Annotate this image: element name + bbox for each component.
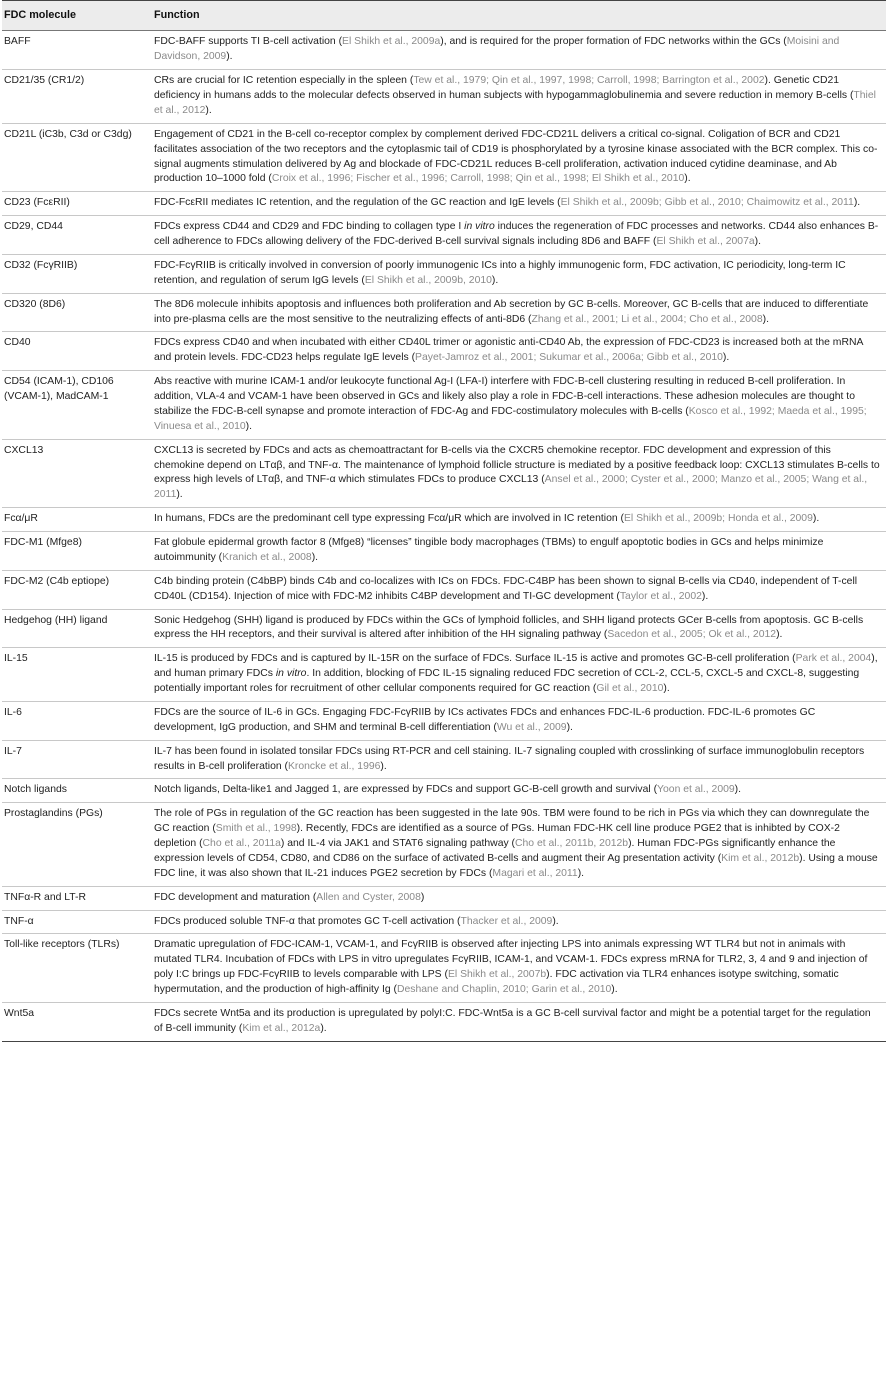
function-text: The 8D6 molecule inhibits apoptosis and influences both proliferation and Ab secretion by GC B-cells. Moreover, GC B-cells that are induced to differentiate into pre-plasma cells are the most sensitive to the neutralizing effects of anti-8D6 (	[154, 298, 869, 325]
table-row	[2, 609, 886, 648]
citation-link[interactable]: El Shikh et al., 2009b; Gibb et al., 2010; Chaimowitz et al., 2011	[560, 197, 854, 209]
table-row	[2, 332, 886, 371]
citation-link[interactable]: Wu et al., 2009	[496, 721, 567, 733]
molecule-cell: IL-15	[2, 648, 152, 702]
function-cell	[152, 293, 886, 332]
function-text: ).	[566, 721, 573, 733]
citation-link[interactable]: Sacedon et al., 2005; Ok et al., 2012	[607, 629, 777, 641]
citation-link[interactable]: Tew et al., 1979; Qin et al., 1997, 1998; Carroll, 1998; Barrington et al., 2002	[413, 75, 765, 87]
function-text: FDC development and maturation (	[154, 891, 317, 903]
citation-link[interactable]: Kosco et al., 1992; Maeda et al., 1995; Vinuesa et al., 2010	[154, 405, 867, 432]
table-row	[2, 701, 886, 740]
citation-link[interactable]: Allen and Cyster, 2008	[316, 891, 421, 903]
citation-link[interactable]: El Shikh et al., 2007b	[447, 969, 547, 981]
function-cell	[152, 216, 886, 255]
function-text: ).	[663, 683, 670, 695]
citation-link[interactable]: Kroncke et al., 1996	[287, 760, 381, 772]
molecule-cell: FDC-M2 (C4b eptiope)	[2, 570, 152, 609]
molecule-cell: CXCL13	[2, 439, 152, 508]
citation-link[interactable]: Cho et al., 2011a	[202, 838, 281, 850]
function-cell	[152, 123, 886, 192]
header-function: Function	[152, 1, 886, 31]
table-row	[2, 886, 886, 910]
italic-text: in vitro	[464, 221, 495, 233]
function-text: ).	[812, 513, 820, 525]
function-text: Notch ligands, Delta-like1 and Jagged 1, are expressed by FDCs and support GC-B-cell growth and survival (	[154, 784, 658, 796]
function-text: ).	[684, 173, 691, 185]
function-cell	[152, 532, 886, 571]
table-row	[2, 779, 886, 803]
function-text: FDCs produced soluble TNF-α that promotes GC T-cell activation (	[154, 915, 461, 927]
table-row	[2, 216, 886, 255]
molecule-cell: Toll-like receptors (TLRs)	[2, 934, 152, 1003]
function-text: CXCL13 is secreted by FDCs and acts as chemoattractant for B-cells via the CXCR5 chemokine receptor. FDC development and expression of this chemokine depend on LTαβ, and TNF-α. The maintenance of lymphoid follicle structure is mediated by a positive feedback loop: CXCL13 stimulates B-cells to express high levels of LTαβ, and TNF-α which stimulates FDCs to produce CXCL13 (	[154, 444, 880, 486]
function-cell	[152, 609, 886, 648]
table-row	[2, 254, 886, 293]
header-row	[2, 1, 886, 31]
function-text: FDCs are the source of IL-6 in GCs. Engaging FDC-FcγRIIB by ICs activates FDCs and enhances FDC-IL-6 production. FDC-IL-6 promotes GC development, IgG production, and SHM and terminal B-cell differentiation (	[154, 706, 816, 733]
function-text: ).	[577, 867, 585, 879]
citation-link[interactable]: Moisini and Davidson, 2009	[154, 36, 840, 63]
function-text: ). Human FDC-PGs significantly enhance the expression levels of CD54, CD80, and CD86 on the surface of activated B-cells and augment their Ag presentation activity (	[154, 838, 836, 864]
molecule-cell: CD320 (8D6)	[2, 293, 152, 332]
table-row	[2, 570, 886, 609]
citation-link[interactable]: Zhang et al., 2001; Li et al., 2004; Cho et al., 2008	[531, 313, 763, 325]
molecule-cell: IL-7	[2, 740, 152, 779]
table-row	[2, 123, 886, 192]
function-cell	[152, 70, 886, 124]
function-text: ), and is required for the proper formation of FDC networks within the GCs (	[440, 36, 787, 48]
citation-link[interactable]: El Shikh et al., 2009b, 2010	[364, 274, 492, 286]
function-text: The role of PGs in regulation of the GC reaction has been suggested in the late 90s. TBM were found to be rich in PGs via which they can downregulate the GC reaction (	[154, 808, 870, 835]
function-text: Sonic Hedgehog (SHH) ligand is produced by FDCs within the GCs of lymphoid follicles, and SHH ligand protects GCer B-cells from apoptosis. GC B-cells express the HH receptors, and their survival is altered after inhibition of the HH signaling pathway (	[154, 614, 864, 641]
molecule-cell: FDC-M1 (Mfge8)	[2, 532, 152, 571]
function-text: C4b binding protein (C4bBP) binds C4b and co-localizes with ICs on FDCs. FDC-C4BP has been shown to signal B-cells via CD40, independent of T-cell CD40L (CD154). Injection of mice with FDC-M2 inhibits C4BP development and TI-GC development (	[154, 575, 858, 602]
function-cell	[152, 701, 886, 740]
molecule-cell: IL-6	[2, 701, 152, 740]
citation-link[interactable]: Ansel et al., 2000; Cyster et al., 2000; Manzo et al., 2005; Wang et al., 2011	[154, 474, 868, 501]
function-text: ).	[722, 352, 730, 364]
function-text: FDCs secrete Wnt5a and its production is upregulated by polyI:C. FDC-Wnt5a is a GC B-cell survival factor and might be a potential target for the regulation of B-cell immunity (	[154, 1007, 871, 1034]
function-text: ).	[176, 489, 183, 501]
table-row	[2, 910, 886, 934]
function-cell	[152, 192, 886, 216]
citation-link[interactable]: Thiel et al., 2012	[154, 90, 876, 116]
function-text: Fat globule epidermal growth factor 8 (Mfge8) “licenses” tingible body macrophages (TBMs) to engulf apoptotic bodies in GCs and helps minimize autoimmunity (	[154, 537, 824, 563]
table-row	[2, 70, 886, 124]
function-cell	[152, 371, 886, 440]
function-cell	[152, 332, 886, 371]
molecule-cell: CD40	[2, 332, 152, 371]
molecule-cell: CD32 (FcγRIIB)	[2, 254, 152, 293]
citation-link[interactable]: Smith et al., 1998	[215, 823, 297, 835]
citation-link[interactable]: Taylor et al., 2002	[619, 590, 702, 602]
function-cell	[152, 803, 886, 886]
function-text: ).	[734, 784, 742, 796]
molecule-cell: Prostaglandins (PGs)	[2, 803, 152, 886]
function-cell	[152, 1002, 886, 1041]
function-text: ).	[853, 197, 861, 209]
table-row	[2, 803, 886, 886]
function-text: ).	[380, 760, 387, 772]
function-text: ).	[776, 629, 783, 641]
table-row	[2, 934, 886, 1003]
molecule-cell: BAFF	[2, 31, 152, 70]
function-text: ).	[701, 590, 709, 602]
function-text: FDC-FcγRIIB is critically involved in conversion of poorly immunogenic ICs into a highly immunogenic form, FDC activation, IC periodicity, long-term IC retention, and regulation of serum IgG levels (	[154, 259, 846, 286]
molecule-cell: CD21/35 (CR1/2)	[2, 70, 152, 124]
table-row	[2, 740, 886, 779]
citation-link[interactable]: Gil et al., 2010	[596, 683, 664, 695]
function-text: ). FDC activation via TLR4 enhances isotype switching, somatic hypermutation, and the production of high-affinity Ig (	[154, 969, 839, 996]
citation-link[interactable]: Cho et al., 2011b, 2012b	[515, 838, 629, 850]
citation-link[interactable]: Croix et al., 1996; Fischer et al., 1996; Carroll, 1998; Qin et al., 1998; El Shikh et al., 2010	[271, 173, 685, 185]
function-text: induces the regeneration of FDC processes and networks. CD44 also enhances B-cell adherence to FDCs allowing delivery of the FDC-derived B-cell survival signals including 8D6 and BAFF (	[154, 221, 879, 248]
function-cell	[152, 779, 886, 803]
molecule-cell: CD21L (iC3b, C3d or C3dg)	[2, 123, 152, 192]
function-text: ).	[552, 915, 559, 927]
citation-link[interactable]: El Shikh et al., 2007a	[656, 236, 755, 248]
italic-text: in vitro	[275, 668, 307, 680]
function-text: . In addition, blocking of FDC IL-15 signaling reduced FDC secretion of CCL-2, CCL-5, CXCL-5 and CXCL-8, suggesting potentially important roles for recruitment of other cellular components required for GC reaction (	[154, 668, 860, 695]
function-text: ).	[205, 104, 212, 116]
table-row	[2, 1002, 886, 1041]
table-row	[2, 532, 886, 571]
molecule-cell: TNFα-R and LT-R	[2, 886, 152, 910]
function-text: ). Using a mouse FDC line, it was also shown that IL-21 induces PGE2 secretion by FDCs (	[154, 852, 878, 879]
function-text: In humans, FDCs are the predominant cell type expressing Fcα/μR which are involved in IC retention (	[154, 513, 624, 525]
citation-link[interactable]: Park et al., 2004	[795, 653, 872, 665]
function-text: FDCs express CD44 and CD29 and FDC binding to collagen type I	[154, 221, 465, 233]
molecule-cell: TNF-α	[2, 910, 152, 934]
table-row	[2, 508, 886, 532]
function-text: ). Recently, FDCs are identified as a source of PGs. Human FDC-HK cell line produce PGE2 that is inhibted by COX-2 depletion (	[154, 823, 840, 850]
table-row	[2, 439, 886, 508]
function-cell	[152, 508, 886, 532]
molecule-cell: CD54 (ICAM-1), CD106 (VCAM-1), MadCAM-1	[2, 371, 152, 440]
citation-link[interactable]: Deshane and Chaplin, 2010; Garin et al., 2010	[396, 984, 612, 996]
function-text: ), and human primary FDCs	[154, 653, 878, 680]
table-row	[2, 648, 886, 702]
function-cell	[152, 648, 886, 702]
table-header	[2, 1, 886, 31]
function-cell	[152, 740, 886, 779]
function-text: IL-15 is produced by FDCs and is captured by IL-15R on the surface of FDCs. Surface IL-15 is active and promotes GC-B-cell proliferation (	[154, 653, 796, 665]
molecule-cell: Hedgehog (HH) ligand	[2, 609, 152, 648]
function-text: IL-7 has been found in isolated tonsilar FDCs using RT-PCR and cell staining. IL-7 signaling coupled with crosslinking of surface immunoglobulin receptors results in B-cell proliferation (	[154, 745, 865, 772]
fdc-molecule-table	[2, 0, 886, 1042]
table-row	[2, 293, 886, 332]
function-text: FDCs express CD40 and when incubated with either CD40L trimer or agonistic anti-CD40 Ab, the expression of FDC-CD23 is increased both at the mRNA and protein levels. FDC-CD23 helps regulate IgE levels (	[154, 337, 863, 364]
function-text: ).	[491, 274, 499, 286]
function-text: Abs reactive with murine ICAM-1 and/or leukocyte functional Ag-I (LFA-I) interfere with FDC-B-cell clustering resulting in reduced B-cell proliferation. In addition, VLA-4 and VCAM-1 have been observed in GCs and likely also play a role in FDC-B-cell interactions. These adhesion molecules are thought to stabilize the FDC-B-cell synapse and promote interaction of FDC-Ag and FDC-costimulatory molecules with B-cells (	[154, 376, 855, 417]
function-text: ) and IL-4 via JAK1 and STAT6 signaling pathway (	[280, 838, 516, 850]
molecule-cell: CD23 (FcεRII)	[2, 192, 152, 216]
citation-link[interactable]: El Shikh et al., 2009b; Honda et al., 2009	[623, 513, 813, 525]
function-text: CRs are crucial for IC retention especially in the spleen (	[154, 75, 414, 87]
function-text: FDC-BAFF supports TI B-cell activation (	[154, 36, 343, 48]
function-cell	[152, 910, 886, 934]
function-cell	[152, 934, 886, 1003]
function-text: ).	[320, 1022, 327, 1034]
citation-link[interactable]: Kranich et al., 2008	[222, 551, 312, 563]
citation-link[interactable]: Kim et al., 2012a	[242, 1022, 321, 1034]
molecule-cell: Fcα/μR	[2, 508, 152, 532]
citation-link[interactable]: Yoon et al., 2009	[657, 784, 735, 796]
function-cell	[152, 570, 886, 609]
function-text: ).	[762, 313, 769, 325]
table-body	[2, 31, 886, 1041]
function-text: ).	[226, 51, 233, 63]
function-cell	[152, 886, 886, 910]
citation-link[interactable]: Kim et al., 2012b	[721, 852, 800, 864]
function-cell	[152, 31, 886, 70]
molecule-cell: CD29, CD44	[2, 216, 152, 255]
function-cell	[152, 439, 886, 508]
citation-link[interactable]: Payet-Jamroz et al., 2001; Sukumar et al., 2006a; Gibb et al., 2010	[415, 352, 723, 364]
molecule-cell: Notch ligands	[2, 779, 152, 803]
header-fdc-molecule: FDC molecule	[2, 1, 152, 31]
table-row	[2, 31, 886, 70]
citation-link[interactable]: El Shikh et al., 2009a	[342, 36, 441, 48]
citation-link[interactable]: Magari et al., 2011	[492, 867, 578, 879]
table-row	[2, 371, 886, 440]
function-cell	[152, 254, 886, 293]
table-row	[2, 192, 886, 216]
function-text: ).	[611, 984, 618, 996]
function-text: ).	[245, 420, 253, 432]
molecule-cell: Wnt5a	[2, 1002, 152, 1041]
function-text: )	[420, 891, 425, 903]
function-text: Engagement of CD21 in the B-cell co-receptor complex by complement derived FDC-CD21L delivers a critical co-signal. Coligation of BCR and CD21 facilitates association of the two receptors and the cytoplasmic tail of CD19 is phosphorylated by a tyrosine kinase associated with the BCR complex. This co-signal augments stimulation delivered by Ag and blockade of FDC-CD21L reduces B-cell proliferation, activation induced cytidine deaminase, and Ab production 10–1000 fold (	[154, 128, 878, 185]
citation-link[interactable]: Thacker et al., 2009	[460, 915, 553, 927]
function-text: ).	[311, 551, 319, 563]
function-text: FDC-FcεRII mediates IC retention, and the regulation of the GC reaction and IgE levels (	[154, 197, 561, 209]
function-text: Dramatic upregulation of FDC-ICAM-1, VCAM-1, and FcγRIIB is observed after injecting LPS into animals expressing WT TLR4 but not in animals with mutated TLR4. Incubation of FDCs with LPS in vitro upregulates FcγRIIB, ICAM-1, and VCAM-1. FDCs express mRNA for TLR2, 3, 4 and 9 and injection of poly I:C brings up FDC-FcγRIIB to levels comparable with LPS (	[154, 939, 868, 981]
function-text: ).	[754, 236, 761, 248]
function-text: ). Genetic CD21 deficiency in humans adds to the molecular defects observed in human subjects with hypogammaglobulinemia and severe reduction in memory B-cells (	[154, 75, 854, 102]
